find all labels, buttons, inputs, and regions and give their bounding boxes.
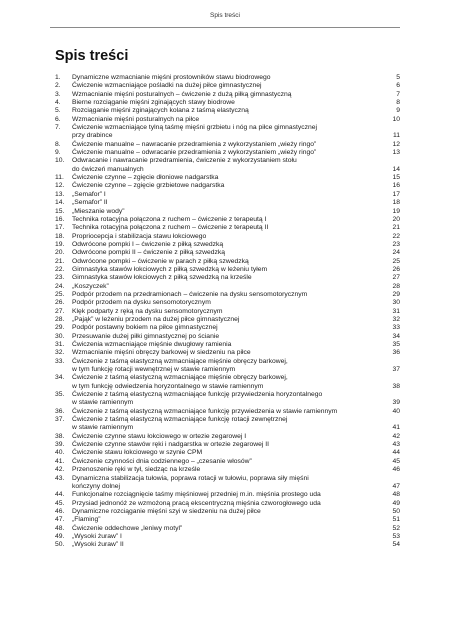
toc-entry-title: Dynamiczne wzmacnianie mięśni prostowników stawu biodrowego xyxy=(72,74,271,81)
toc-entry xyxy=(55,458,400,466)
toc-entry-title: „Semafor” I xyxy=(72,190,106,198)
toc-entry xyxy=(55,308,400,316)
toc-entry-number: 37. xyxy=(55,416,65,424)
toc-entry xyxy=(55,491,400,499)
toc-entry xyxy=(55,266,400,274)
header-rule xyxy=(50,27,400,28)
toc-entry-page: 47 xyxy=(392,482,400,490)
toc-entry-number: 27. xyxy=(55,307,65,315)
toc-entry-number: 5. xyxy=(55,107,61,115)
toc-entry-title: Odwrócone pompki I – ćwiczenie z piłką szwedzką xyxy=(72,240,224,248)
toc-entry-number: 39. xyxy=(55,441,65,449)
toc-entry-title: Ćwiczenie stawu łokciowego w szynie CPM xyxy=(72,449,203,457)
toc-entry-page: 9 xyxy=(396,107,400,115)
toc-entry-page: 19 xyxy=(392,207,400,215)
toc-entry-page: 20 xyxy=(392,215,400,223)
toc-entry-title: „Wysoki żuraw” I xyxy=(72,532,122,540)
toc-entry xyxy=(55,333,400,341)
toc-entry-title: Odwrócone pompki – ćwiczenie w parach z piłką szwedzką xyxy=(72,257,249,265)
toc-entry-number: 49. xyxy=(55,532,65,540)
toc-entry-page: 48 xyxy=(392,491,400,499)
toc-entry-title: Klęk podparty z ręką na dysku sensomotorycznym xyxy=(72,307,223,315)
toc-entry-page: 30 xyxy=(392,299,400,307)
toc-entry-title: Ćwiczenie czynne stawu łokciowego w ortezie zegarowej I xyxy=(72,432,247,440)
toc-entry-title: Podpór postawny bokiem na piłce gimnastycznej xyxy=(72,324,218,332)
toc-entry xyxy=(55,283,400,291)
toc-entry-title: Wzmacnianie mięśni posturalnych – ćwiczenie z dużą piłką gimnastyczną xyxy=(72,90,292,98)
toc-entry-title: Ćwiczenie oddechowe „leniwy motyl” xyxy=(72,524,183,532)
toc-entry-page: 21 xyxy=(392,224,400,232)
toc-entry-number: 1. xyxy=(55,74,61,81)
toc-entry xyxy=(55,449,400,457)
toc-entry-number: 18. xyxy=(55,232,65,240)
toc-entry-number: 24. xyxy=(55,282,65,290)
toc-entry-title: Rozciąganie mięśni zginających kolana z taśmą elastyczną xyxy=(72,107,249,115)
toc-entry-page: 39 xyxy=(392,399,400,407)
toc-entry-title: Technika rotacyjna połączona z ruchem – ćwiczenie z terapeutą II xyxy=(72,224,269,232)
toc-entry-title: Technika rotacyjna połączona z ruchem – ćwiczenie z terapeutą I xyxy=(72,215,267,223)
toc-entry-number: 12. xyxy=(55,182,65,190)
toc-entry-title: „Mieszanie wody” xyxy=(72,207,125,215)
toc-entry-title: Wzmacnianie mięśni obręczy barkowej w siedzeniu na piłce xyxy=(72,349,251,357)
toc-entry-page: 46 xyxy=(392,466,400,474)
toc-entry-page: 8 xyxy=(396,99,400,107)
toc-entry-number: 32. xyxy=(55,349,65,357)
toc-entry-number: 33. xyxy=(55,357,65,365)
table-of-contents xyxy=(55,74,400,550)
toc-entry-page: 5 xyxy=(396,74,400,81)
toc-entry-number: 41. xyxy=(55,457,65,465)
toc-entry-page: 53 xyxy=(392,532,400,540)
toc-entry xyxy=(55,191,400,199)
toc-entry-title: Propriocepcja i stabilizacja stawu łokciowego xyxy=(72,232,207,240)
toc-entry-title: Ćwiczenie czynności dnia codziennego – „czesanie włosów” xyxy=(72,457,252,465)
toc-entry-title: „Semafor” II xyxy=(72,199,108,207)
toc-entry-title: Ćwiczenie czynne – zgięcie dłoniowe nadgarstka xyxy=(72,174,219,182)
toc-entry-number: 30. xyxy=(55,332,65,340)
toc-entry-number: 3. xyxy=(55,90,61,98)
toc-entry-page: 34 xyxy=(392,332,400,340)
toc-entry-number: 2. xyxy=(55,82,61,90)
toc-entry-title: Przysiad jednonóż ze wzmożoną pracą ekscentryczną mięśnia czworogłowego uda xyxy=(72,499,321,507)
toc-entry xyxy=(55,82,400,90)
toc-entry-number: 11. xyxy=(55,174,64,182)
toc-entry xyxy=(55,157,400,174)
toc-entry xyxy=(55,91,400,99)
toc-entry-page: 50 xyxy=(392,507,400,515)
toc-entry xyxy=(55,258,400,266)
toc-entry xyxy=(55,349,400,357)
toc-entry-title: Dynamiczna stabilizacja tułowia, poprawa rotacji w tułowiu, poprawa siły mięśni kończyny dolnej xyxy=(72,474,309,490)
toc-entry-page: 16 xyxy=(392,182,400,190)
toc-entry-title: Ćwiczenie z taśmą elastyczną wzmacniające funkcję przywiedzenia w stawie ramiennym xyxy=(72,407,338,415)
toc-entry xyxy=(55,374,400,391)
toc-entry-page: 23 xyxy=(392,240,400,248)
toc-entry-number: 10. xyxy=(55,157,65,165)
toc-entry-title: Ćwiczenie manualne – nawracanie przedramienia z wykorzystaniem „wieży ringo” xyxy=(72,140,317,148)
toc-entry-title: Ćwiczenie z taśmą elastyczną wzmacniające mięśnie obręczy barkowej, w tym funkcję odwiedzenia horyzontalnego w stawie ramiennym xyxy=(72,374,288,390)
toc-entry-number: 17. xyxy=(55,224,65,232)
toc-entry-number: 45. xyxy=(55,499,65,507)
toc-entry xyxy=(55,274,400,282)
toc-entry xyxy=(55,249,400,257)
toc-entry-title: Odwracanie i nawracanie przedramienia, ćwiczenie z wykorzystaniem stołu do ćwiczeń manualnych xyxy=(72,157,297,173)
toc-entry xyxy=(55,408,400,416)
toc-entry-title: Ćwiczenia wzmacniające mięśnie dwugłowy ramienia xyxy=(72,341,232,348)
toc-entry-page: 52 xyxy=(392,524,400,532)
toc-entry-page: 15 xyxy=(392,174,400,182)
toc-entry-number: 29. xyxy=(55,324,65,332)
toc-entry xyxy=(55,475,400,492)
toc-entry xyxy=(55,533,400,541)
toc-entry xyxy=(55,416,400,433)
toc-entry xyxy=(55,116,400,124)
toc-entry-title: Gimnastyka stawów łokciowych z piłką szwedzką w leżeniu tyłem xyxy=(72,265,268,273)
toc-entry-number: 20. xyxy=(55,249,65,257)
toc-entry xyxy=(55,141,400,149)
toc-entry-number: 13. xyxy=(55,190,65,198)
toc-entry-page: 32 xyxy=(392,315,400,323)
toc-entry-number: 28. xyxy=(55,315,65,323)
toc-entry-title: Podpór przodem na przedramionach – ćwiczenie na dysku sensomotorycznym xyxy=(72,290,308,298)
toc-entry xyxy=(55,182,400,190)
toc-entry-number: 36. xyxy=(55,407,65,415)
toc-entry-page: 43 xyxy=(392,441,400,449)
running-head: Spis treści xyxy=(210,12,240,19)
toc-entry xyxy=(55,541,400,549)
toc-entry-page: 49 xyxy=(392,499,400,507)
toc-entry-number: 23. xyxy=(55,274,65,282)
toc-entry-title: Gimnastyka stawów łokciowych z piłką szwedzką na krześle xyxy=(72,274,252,282)
toc-entry-title: „Flaming” xyxy=(72,516,101,524)
toc-entry-number: 26. xyxy=(55,299,65,307)
toc-entry xyxy=(55,508,400,516)
toc-entry-title: Funkcjonalne rozciągnięcie taśmy mięśniowej przedniej m.in. mięśnia prostego uda xyxy=(72,491,321,499)
toc-entry-title: Dynamiczne rozciąganie mięśni szyi w siedzeniu na dużej piłce xyxy=(72,507,261,515)
toc-entry xyxy=(55,208,400,216)
toc-entry-page: 38 xyxy=(392,382,400,390)
toc-entry-page: 10 xyxy=(392,115,400,123)
toc-entry-number: 43. xyxy=(55,474,65,482)
toc-entry-title: Przenoszenie ręki w tył, siedząc na krześle xyxy=(72,466,201,474)
toc-entry xyxy=(55,99,400,107)
toc-entry-number: 34. xyxy=(55,374,65,382)
toc-entry-number: 6. xyxy=(55,115,61,123)
toc-entry xyxy=(55,324,400,332)
toc-entry-page: 33 xyxy=(392,324,400,332)
toc-entry xyxy=(55,525,400,533)
toc-entry-title: Przesuwanie dużej piłki gimnastycznej po ścianie xyxy=(72,332,220,340)
page-title: Spis treści xyxy=(55,48,129,64)
toc-entry-title: Ćwiczenie wzmacniające pośladki na dużej piłce gimnastycznej xyxy=(72,82,262,90)
toc-entry-title: Ćwiczenie czynne stawów ręki i nadgarstka w ortezie zegarowej II xyxy=(72,441,269,449)
toc-entry-number: 31. xyxy=(55,341,65,348)
toc-entry xyxy=(55,224,400,232)
toc-entry-page: 26 xyxy=(392,265,400,273)
toc-entry-page: 11 xyxy=(392,132,400,140)
toc-entry xyxy=(55,107,400,115)
toc-entry-page: 13 xyxy=(392,149,400,157)
toc-entry-title: „Pająk” w leżeniu przodem na dużej piłce gimnastycznej xyxy=(72,315,240,323)
toc-entry-page: 37 xyxy=(392,366,400,374)
toc-entry-page: 54 xyxy=(392,541,400,549)
toc-entry xyxy=(55,500,400,508)
toc-entry xyxy=(55,299,400,307)
toc-entry-number: 19. xyxy=(55,240,65,248)
toc-entry-page: 35 xyxy=(392,341,400,348)
toc-entry-number: 40. xyxy=(55,449,65,457)
toc-entry xyxy=(55,466,400,474)
toc-entry-page: 25 xyxy=(392,257,400,265)
toc-entry-title: Ćwiczenie z taśmą elastyczną wzmacniające funkcję rotacji zewnętrznej w stawie ramiennym xyxy=(72,416,288,432)
toc-entry-number: 7. xyxy=(55,124,61,132)
toc-entry-number: 9. xyxy=(55,149,61,157)
toc-entry-page: 6 xyxy=(396,82,400,90)
toc-entry-page: 12 xyxy=(392,140,400,148)
toc-entry-page: 7 xyxy=(396,90,400,98)
toc-entry-page: 18 xyxy=(392,199,400,207)
toc-entry-page: 51 xyxy=(392,516,400,524)
toc-entry-number: 4. xyxy=(55,99,61,107)
toc-entry-title: „Koszyczek” xyxy=(72,282,109,290)
toc-entry-number: 46. xyxy=(55,507,65,515)
toc-entry-page: 14 xyxy=(392,165,400,173)
toc-entry xyxy=(55,199,400,207)
toc-entry-number: 42. xyxy=(55,466,65,474)
toc-entry-number: 15. xyxy=(55,207,65,215)
toc-entry-page: 36 xyxy=(392,349,400,357)
toc-entry-title: Podpór przodem na dysku sensomotorycznym xyxy=(72,299,211,307)
toc-entry-page: 24 xyxy=(392,249,400,257)
toc-entry xyxy=(55,391,400,408)
toc-entry xyxy=(55,241,400,249)
toc-entry xyxy=(55,433,400,441)
toc-entry-page: 31 xyxy=(392,307,400,315)
toc-entry xyxy=(55,149,400,157)
toc-entry xyxy=(55,124,400,141)
toc-entry-title: Odwrócone pompki II – ćwiczenie z piłką szwedzką xyxy=(72,249,226,257)
toc-entry-number: 14. xyxy=(55,199,65,207)
toc-entry xyxy=(55,291,400,299)
toc-entry-title: Ćwiczenie wzmacniające tylną taśmę mięśni grzbietu i nóg na piłce gimnastycznej przy drabince xyxy=(72,124,317,140)
toc-entry-number: 44. xyxy=(55,491,65,499)
toc-entry-title: Ćwiczenie z taśmą elastyczną wzmacniające funkcję przywiedzenia horyzontalnego w stawie ramiennym xyxy=(72,391,323,407)
toc-entry-page: 22 xyxy=(392,232,400,240)
toc-entry xyxy=(55,233,400,241)
toc-entry-title: Bierne rozciąganie mięśni zginających stawy biodrowe xyxy=(72,99,235,107)
toc-entry-page: 42 xyxy=(392,432,400,440)
toc-entry-number: 8. xyxy=(55,140,61,148)
toc-entry xyxy=(55,516,400,524)
toc-entry-page: 28 xyxy=(392,282,400,290)
toc-entry-page: 44 xyxy=(392,449,400,457)
toc-entry-title: „Wysoki żuraw” II xyxy=(72,541,124,549)
toc-entry-title: Ćwiczenie z taśmą elastyczną wzmacniające mięśnie obręczy barkowej, w tym funkcję rotacji wewnętrznej w stawie ramiennym xyxy=(72,357,288,374)
toc-entry xyxy=(55,358,400,375)
toc-entry-page: 45 xyxy=(392,457,400,465)
toc-entry-number: 47. xyxy=(55,516,65,524)
toc-entry-number: 35. xyxy=(55,391,65,399)
toc-entry-number: 50. xyxy=(55,541,65,549)
toc-entry xyxy=(55,216,400,224)
toc-entry-title: Ćwiczenie czynne – zgięcie grzbietowe nadgarstka xyxy=(72,182,225,190)
toc-entry-number: 22. xyxy=(55,265,65,273)
toc-entry-page: 17 xyxy=(392,190,400,198)
toc-entry-title: Wzmacnianie mięśni posturalnych na piłce xyxy=(72,115,200,123)
toc-entry xyxy=(55,316,400,324)
toc-entry-number: 21. xyxy=(55,257,65,265)
toc-entry-page: 40 xyxy=(392,407,400,415)
toc-entry-page: 29 xyxy=(392,290,400,298)
toc-entry-number: 16. xyxy=(55,215,65,223)
toc-entry-number: 25. xyxy=(55,290,65,298)
toc-entry-number: 48. xyxy=(55,524,65,532)
toc-entry-page: 41 xyxy=(392,424,400,432)
toc-entry-number: 38. xyxy=(55,432,65,440)
toc-entry-title: Ćwiczenie manualne – odwracanie przedramienia z wykorzystaniem „wieży ringo” xyxy=(72,149,317,157)
toc-entry xyxy=(55,341,400,349)
toc-entry-page: 27 xyxy=(392,274,400,282)
